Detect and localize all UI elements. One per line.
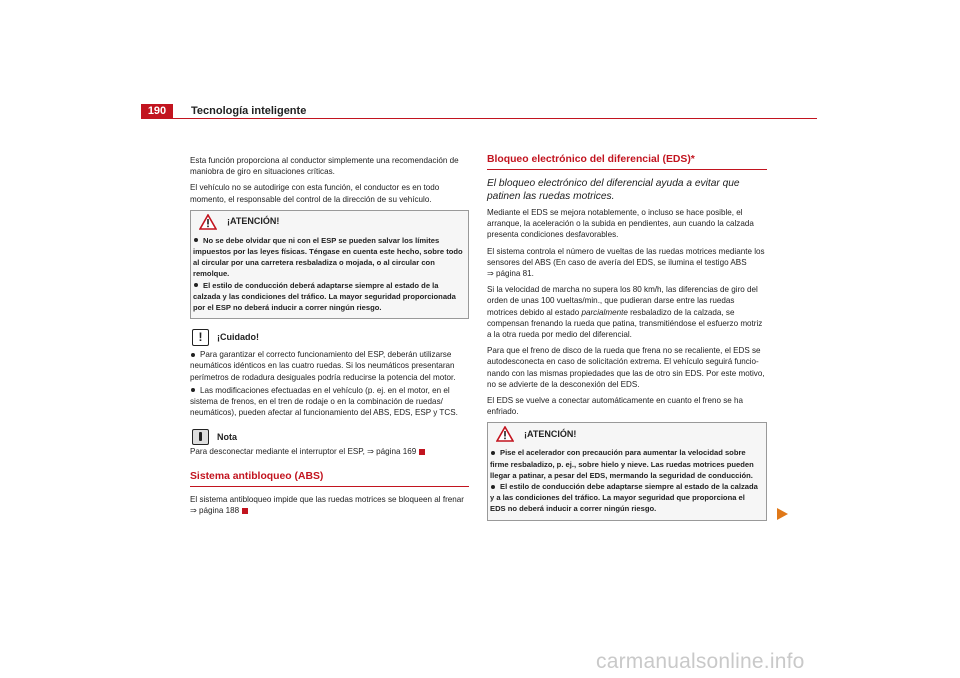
reference-arrow-icon: ⇒ (190, 504, 197, 515)
note-page-link[interactable]: página 169 (376, 447, 417, 457)
eds-paragraph-1: Mediante el EDS se mejora notablemente, o incluso se hace posible, el arranque, la aceleración o la subida en pendientes, aun cuando la calzada presenta condiciones desfavorables. (487, 208, 754, 240)
bullet-icon (194, 283, 198, 287)
eds-paragraph-2: El sistema controla el número de vueltas de las ruedas motrices mediante los sensores del ABS (En caso de avería del EDS, se ilumina el testigo ABS ⇒ página 81. (487, 246, 765, 279)
caution-item: Las modificaciones efectuadas en el vehículo (p. ej. en el motor, en el sistema de frenos, en el tren de rodaje o en la combinación de ruedas/ neumáticos), pueden afectar al funcionamiento del ABS, EDS, ESP y TCS. (190, 385, 458, 418)
reference-arrow-icon: ⇒ (367, 446, 374, 457)
reference-arrow-icon: ⇒ (487, 268, 494, 279)
continue-arrow-icon[interactable] (777, 508, 788, 520)
header-title: Tecnología inteligente (191, 105, 307, 117)
note-title: Nota (217, 431, 237, 442)
bullet-icon (191, 353, 195, 357)
page-number: 190 (141, 104, 173, 118)
warning-item: No se debe olvidar que ni con el ESP se pueden salvar los límites impuestos por las leyes físicas. Téngase en cuenta este hecho, sobre todo al circular por una carretera resbaladiza o mojada, o al circular con remolque. (193, 235, 463, 279)
warning-title: ¡ATENCIÓN! (227, 216, 280, 227)
caution-body (190, 349, 469, 418)
note-text: Para desconectar mediante el interruptor el ESP, ⇒ página 169 (190, 446, 469, 457)
left-column (190, 155, 469, 516)
caution-header (190, 327, 469, 347)
eds-paragraph-5: El EDS se vuelve a conectar automáticamente en cuanto el freno se ha enfriado. (487, 396, 744, 417)
warning-item: El estilo de conducción deberá adaptarse siempre al estado de la calzada y las condiciones del tráfico. La mayor seguridad proporcionada por el ESP no deberá inducir a correr ningún riesgo. (193, 280, 456, 313)
caution-item: Para garantizar el correcto funcionamiento del ESP, deberán utilizarse neumáticos idénticos en las cuatro ruedas. Si los neumáticos presentaran perímetros de rodadura desiguales podría reducirse la potencia del motor. (190, 350, 456, 382)
bullet-icon (491, 451, 495, 455)
intro-paragraph-1: Esta función proporciona al conductor simplemente una recomendación de maniobra de giro en situaciones críticas. (190, 156, 459, 177)
warning-box-eds (487, 422, 767, 520)
eds-paragraph-4: Para que el freno de disco de la rueda que frena no se recaliente, el EDS se autodesconecta en caso de solicitación extrema. El vehículo seguirá funcio- nando con las mismas propiedades que las de otro sin EDS. Por este motivo, no se advierte de la desconexión del EDS. (487, 346, 765, 389)
warning-triangle-icon (199, 214, 217, 230)
end-of-section-icon (242, 508, 248, 514)
abs-text: El sistema antibloqueo impide que las ruedas motrices se bloqueen al frenar ⇒ página 188 (190, 494, 464, 515)
watermark: carmanualsonline.info (596, 650, 805, 673)
note-icon (192, 429, 209, 445)
abs-section-title: Sistema antibloqueo (ABS) (190, 470, 469, 487)
caution-title: ¡Cuidado! (217, 331, 259, 342)
warning-item: Pise el acelerador con precaución para aumentar la velocidad sobre firme resbaladizo, p. ej., sobre hielo y nieve. Las ruedas motrices pueden llegar a patinar, a pesar del EDS, mermando la seguridad de conducción. (490, 448, 754, 480)
caution-icon: ! (192, 329, 209, 346)
note-header (190, 430, 469, 444)
abs-page-link[interactable]: página 188 (199, 505, 240, 515)
bullet-icon (491, 485, 495, 489)
page-header (141, 104, 817, 118)
warning-triangle-icon (496, 426, 514, 442)
bullet-icon (194, 238, 198, 242)
right-column (487, 153, 767, 521)
warning-box-esp (190, 210, 469, 319)
end-of-section-icon (419, 449, 425, 455)
warning-item: El estilo de conducción debe adaptarse siempre al estado de la calzada y a las condiciones del tráfico. La mayor seguridad que proporciona el EDS no deberá inducir a correr ningún riesgo. (490, 482, 758, 514)
warning-title: ¡ATENCIÓN! (524, 428, 577, 439)
header-rule (141, 118, 817, 119)
bullet-icon (191, 388, 195, 392)
eds-page-link[interactable]: página 81. (496, 269, 534, 279)
eds-subtitle: El bloqueo electrónico del diferencial ayuda a evitar que patinen las ruedas motrices. (487, 178, 740, 202)
eds-paragraph-3: Si la velocidad de marcha no supera los 80 km/h, las diferencias de giro del orden de unas 100 vueltas/min., que pudieran darse entre las ruedas motrices debido al estado parcialmente resbaladizo de la calzada, se compensan frenando la rueda que patina, transmitiéndose el esfuerzo motriz a la otra rueda por medio del diferencial. (487, 285, 763, 340)
eds-section-title: Bloqueo electrónico del diferencial (EDS)* (487, 153, 767, 170)
intro-paragraph-2: El vehículo no se autodirige con esta función, el conductor es en todo momento, el responsable del control de la dirección de su vehículo. (190, 183, 440, 204)
